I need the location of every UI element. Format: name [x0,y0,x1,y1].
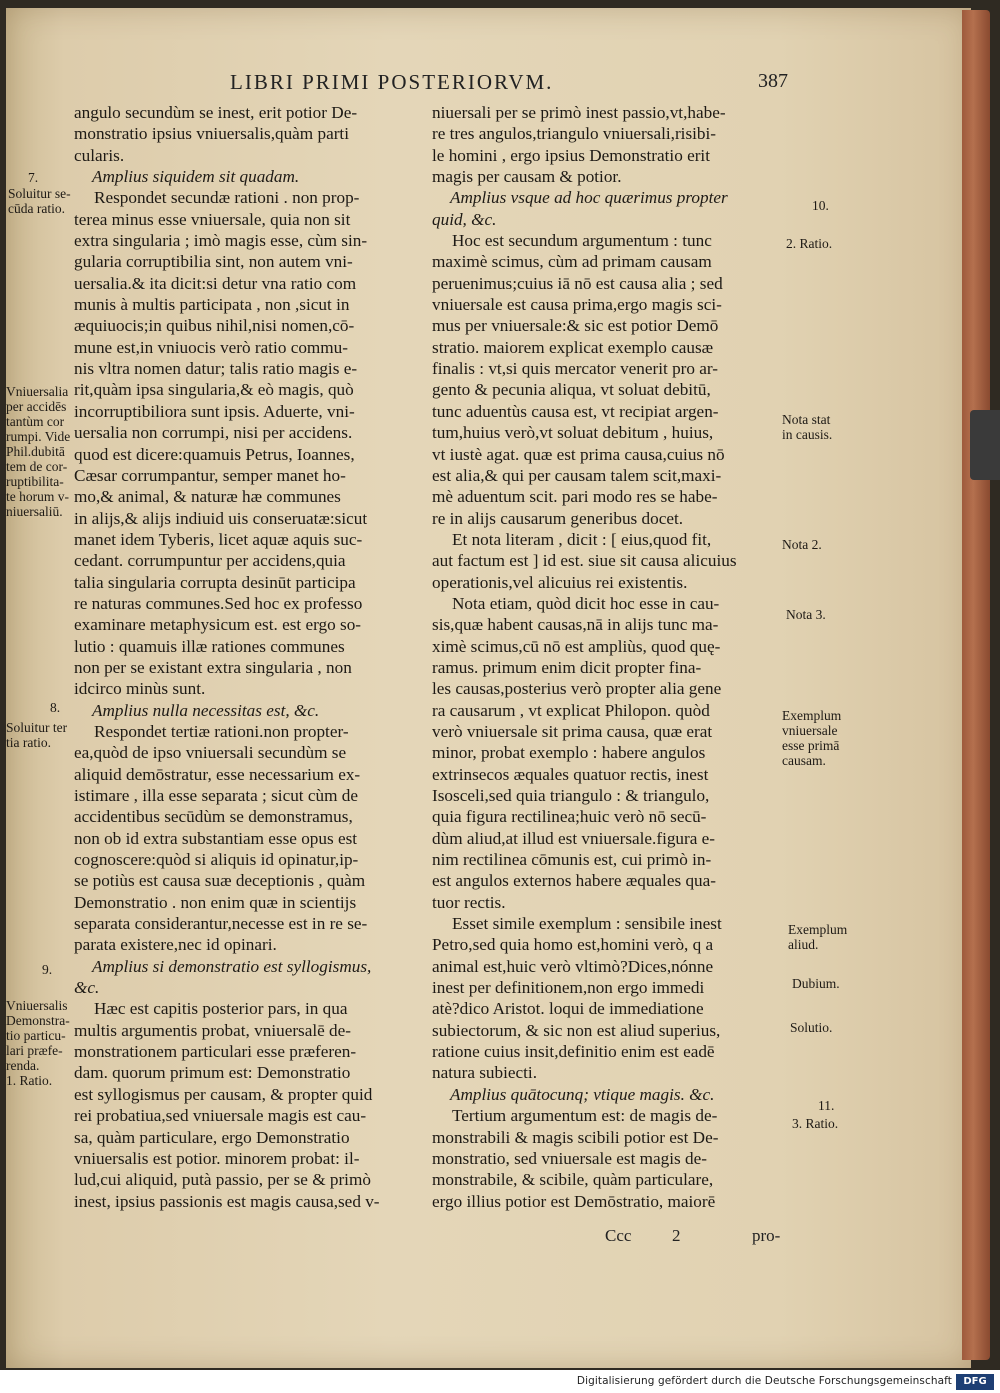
text-line: subiectorum, & sic non est aliud superius, [432,1020,721,1040]
margin-number-10: 10. [812,198,829,213]
text-line: mune est,in vniuocis verò ratio commu- [74,337,348,357]
running-title: LIBRI PRIMI POSTERIORVM. [230,70,554,94]
margin-note-exemplum-aliud: Exemplum aliud. [788,922,848,952]
text-line: uersalia.& ita dicit:si detur vna ratio com [74,273,357,293]
text-line: le homini , ergo ipsius Demonstratio erit [432,145,710,165]
page-edge [962,10,990,1360]
text-line: examinare metaphysicum est. est ergo so- [74,615,362,635]
catchword: pro- [752,1226,781,1245]
text-line: monstratio, sed vniuersale est magis de- [432,1148,707,1168]
text-line: Hoc est secundum argumentum : tunc [452,231,712,251]
text-line: sis,quæ habent causas,nā in alijs tunc ma- [432,615,719,635]
signature-mark: Ccc [605,1226,632,1245]
text-line: mo,& animal, & naturæ hæ communes [74,487,341,507]
text-line: operationis,vel alicuius rei existentis. [432,572,688,592]
text-line: aliquid demōstratur, esse necessarium ex- [74,764,361,784]
text-line: talia singularia corrupta desinūt participa [74,572,356,592]
text-line: Cæsar corrumpantur, semper manet ho- [74,465,346,485]
text-line: idcirco minùs sunt. [74,679,206,699]
margin-number-8: 8. [50,700,61,715]
text-line: sa, quàm particulare, ergo Demonstratio [74,1127,350,1147]
text-line: Amplius siquidem sit quadam. [92,167,300,187]
text-line: mè aduentum scit. pari modo res se habe- [432,487,718,507]
text-line: dam. quorum primum est: Demonstratio [74,1063,351,1083]
text-line: est syllogismus per causam, & propter quid [74,1084,373,1104]
text-line: munis à multis participata , non ,sicut in [74,295,350,315]
text-line: dùm aliud,at illud est vniuersale.figura e- [432,828,716,848]
text-line: uersalia non corrumpi, nisi per accidens. [74,423,353,443]
margin-note-dubium: Dubium. [792,976,840,991]
text-line: æquiuocis;in quibus nihil,nisi nomen,cō- [74,316,355,336]
text-line: monstrabili & magis scibili potior est De- [432,1127,719,1147]
text-line: vniuersalis est potior. minorem probat: il- [74,1148,360,1168]
margin-note-vniuersalia: Vniuersalia per accidēs tantùm cor rumpi. Vide Phil.dubitā tem de cor- ruptibilita- te horum v- niuersaliū. [6,384,71,519]
margin-note-exemplum: Exemplum vniuersale esse primā causam. [782,708,842,768]
text-line: magis per causam & potior. [432,167,622,187]
text-line: monstratio ipsius vniuersalis,quàm parti [74,124,349,144]
text-line: quid, &c. [432,209,497,229]
text-line: quia figura rectilinea;huic verò nō secū- [432,807,707,827]
text-line: Petro,sed quia homo est,homini verò, q a [432,935,714,955]
text-line: atè?dico Aristot. loqui de immediatione [432,999,704,1019]
text-line: ratione cuius insit,definitio enim est eadē [432,1042,715,1062]
signature-number: 2 [672,1226,681,1245]
text-line: re naturas communes.Sed hoc ex professo [74,593,363,613]
text-line: mus per vniuersale:& sic est potior Demō [432,316,719,336]
text-line: peruenimus;cuius iā nō est causa alia ; sed [432,273,723,293]
text-line: vniuersale est causa prima,ergo magis sci- [432,295,722,315]
text-line: extra singularia ; imò magis esse, cùm sin- [74,231,368,251]
text-line: est alia,& qui per causam talem scit,maxi- [432,465,722,485]
margin-number-9: 9. [42,962,53,977]
margin-number-7: 7. [28,170,39,185]
text-line: animal est,huic verò vltimò?Dices,nónne [432,956,714,976]
text-line: maximè scimus, cùm ad primam causam [432,252,712,272]
text-line: Isosceli,sed quia triangulo : & triangulo, [432,786,710,805]
text-line: tuor rectis. [432,892,506,912]
book-clamp [970,410,1000,480]
text-line: Respondet tertiæ rationi.non propter- [94,721,349,741]
text-line: Hæc est capitis posterior pars, in qua [94,999,348,1019]
text-line: cularis. [74,145,125,165]
text-line: nim rectilinea cōmunis est, cui primò in- [432,850,712,870]
margin-note-soluitur-secunda: Soluitur se- cūda ratio. [8,186,71,216]
margin-number-11: 11. [818,1098,835,1113]
margin-note-ratio-2: 2. Ratio. [786,236,833,251]
text-line: incorruptibiliora sunt ipsis. Aduerte, vni- [74,401,355,421]
text-line: cedant. corrumpuntur per accidens,quia [74,551,346,571]
text-line: Amplius vsque ad hoc quærimus propter [450,188,728,208]
text-line: Amplius si demonstratio est syllogismus, [92,956,372,976]
right-text-column [432,102,777,1212]
text-line: Respondet secundæ rationi . non prop- [94,188,360,208]
text-line: parata existere,nec id opinari. [74,935,277,955]
text-line: istimare , illa esse separata ; sicut cùm de [74,786,358,805]
text-line: re in alijs causarum generibus docet. [432,508,684,528]
footer-bar [0,1372,1000,1393]
text-line: Demonstratio . non enim quæ in scientijs [74,892,357,912]
margin-note-vniuersalis-demonstratio: Vniuersalis Demonstra- tio particu- lari præfe- renda. 1. Ratio. [6,998,70,1088]
text-line: Esset simile exemplum : sensibile inest [452,914,722,934]
margin-note-nota-1: Nota stat in causis. [782,412,833,442]
text-line: Et nota literam , dicit : [ eius,quod fit, [452,529,712,549]
dfg-logo: DFG [956,1374,994,1390]
text-line: manet idem Tyberis, licet aquæ aquis suc- [74,529,363,549]
text-line: terea minus esse vniuersale, quia non sit [74,209,351,229]
text-line: Nota etiam, quòd dicit hoc esse in cau- [452,593,720,613]
text-line: monstrabile, & scibile, quàm particulare, [432,1170,714,1190]
text-line: ergo illius potior est Demōstratio, maiorē [432,1191,716,1211]
text-line: &c. [74,978,100,998]
text-line: ramus. primum enim dicit propter fina- [432,657,702,677]
text-line: les causas,posterius verò propter alia gene [432,679,722,699]
text-line: minor, probat exemplo : habere angulos [432,743,706,763]
margin-note-solutio: Solutio. [790,1020,833,1035]
margin-note-nota-3: Nota 3. [786,607,826,622]
text-line: tunc aduentùs causa est, vt recipiat argen- [432,401,719,421]
text-line: non per se existant extra singularia , non [74,657,352,677]
margin-note-ratio-3: 3. Ratio. [792,1116,839,1131]
text-line: aut factum est ] id est. siue sit causa alicuius [432,551,737,571]
text-line: cognoscere:quòd si aliquis id opinatur,ip- [74,850,359,870]
text-line: extrinsecos æquales quatuor rectis, inest [432,764,709,784]
text-line: rit,quàm ipsa singularia,& eò magis, quò [74,380,354,400]
text-line: angulo secundùm se inest, erit potior De- [74,103,358,122]
text-line: rei probatiua,sed vniuersale magis est cau- [74,1106,367,1126]
text-line: gularia corruptibilia sint, non autem vni- [74,252,353,272]
left-text-column [74,102,406,1212]
text-line: finalis : vt,si quis mercator venerit pro ar- [432,359,719,379]
text-line: Tertium argumentum est: de magis de- [452,1106,718,1126]
text-line: verò vniuersale sit prima causa, quæ erat [432,721,713,741]
text-line: ximè scimus,cū nō est ampliùs, quod quę- [432,636,721,656]
text-line: nis vltra nomen datur; talis ratio magis e- [74,359,358,379]
folio-number: 387 [758,70,788,92]
text-line: re tres angulos,triangulo vniuersali,risibi- [432,124,717,144]
text-line: se potiùs est causa suæ deceptionis , quàm [74,871,366,891]
text-line: lud,cui aliquid, putà passio, per se & primò [74,1170,371,1190]
margin-note-nota-2: Nota 2. [782,537,822,552]
text-line: Amplius quātocunq; vtique magis. &c. [450,1084,715,1104]
text-line: stratio. maiorem explicat exemplo causæ [432,337,714,357]
text-line: multis argumentis probat, vniuersalē de- [74,1020,352,1040]
text-line: vt iustè agat. quæ est prima causa,cuius nō [432,444,725,464]
text-line: Amplius nulla necessitas est, &c. [92,700,320,720]
text-line: niuersali per se primò inest passio,vt,habe- [432,103,726,122]
text-line: inest per definitionem,non ergo immedi [432,978,705,998]
margin-note-soluitur-tertia: Soluitur ter tia ratio. [6,720,68,750]
text-line: est angulos externos habere æquales qua- [432,871,716,891]
text-line: quod est dicere:quamuis Petrus, Ioannes, [74,444,355,464]
text-line: lutio : quamuis illæ rationes communes [74,636,345,656]
text-line: ra causarum , vt explicat Philopon. quòd [432,700,710,720]
text-line: accidentibus secūdùm se demonstramus, [74,807,353,827]
text-line: in alijs,& alijs indiuid uis conseruatæ:sicut [74,508,368,528]
text-line: separata considerantur,necesse est in re se- [74,914,368,934]
text-line: inest, ipsius passionis est magis causa,sed v- [74,1191,380,1211]
text-line: ea,quòd de ipso vniuersali secundùm se [74,743,347,763]
footer-credit: Digitalisierung gefördert durch die Deutsche Forschungsgemeinschaft [576,1375,952,1387]
text-line: natura subiecti. [432,1063,537,1083]
text-line: monstrationem particulari esse præferen- [74,1042,357,1062]
text-line: gento & pecunia aliqua, vt soluat debitū, [432,380,711,400]
text-line: tum,huius verò,vt soluat debitum , huius, [432,423,714,443]
text-line: non ob id extra substantiam esse opus est [74,828,358,848]
